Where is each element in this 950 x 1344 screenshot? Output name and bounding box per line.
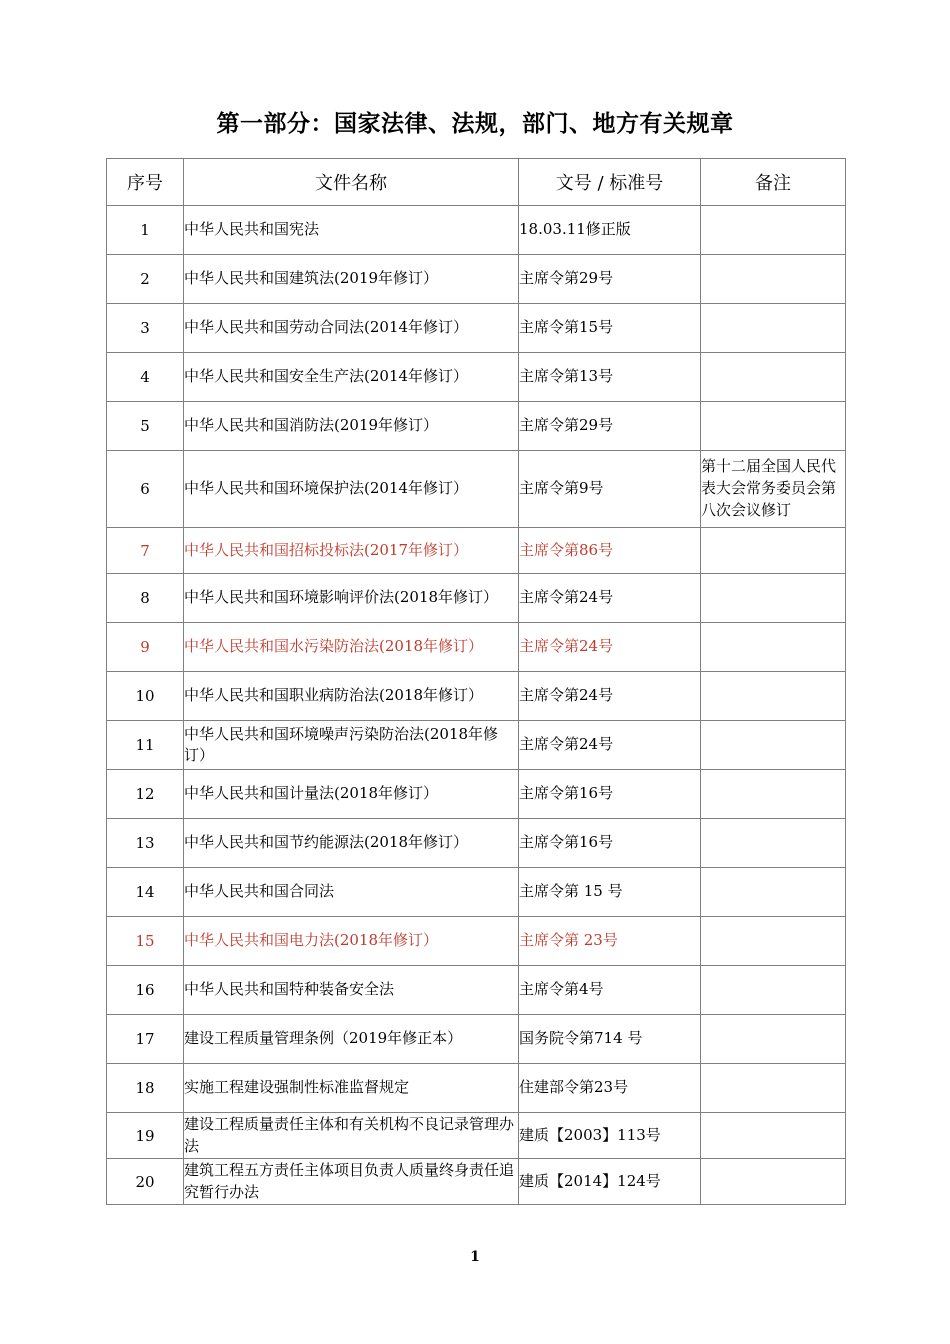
row-remark — [701, 1015, 846, 1064]
row-document-number: 建质【2003】113号 — [519, 1113, 701, 1159]
row-remark — [701, 623, 846, 672]
row-remark — [701, 1064, 846, 1113]
row-document-name: 中华人民共和国环境噪声污染防治法(2018年修订） — [184, 721, 519, 770]
row-index: 9 — [107, 623, 184, 672]
row-remark — [701, 206, 846, 255]
table-row — [107, 1015, 846, 1064]
row-index: 2 — [107, 255, 184, 304]
row-index: 4 — [107, 353, 184, 402]
row-document-name: 中华人民共和国职业病防治法(2018年修订） — [184, 672, 519, 721]
row-document-name: 中华人民共和国消防法(2019年修订） — [184, 402, 519, 451]
row-document-number: 主席令第13号 — [519, 353, 701, 402]
row-document-number: 主席令第86号 — [519, 528, 701, 574]
row-document-number: 18.03.11修正版 — [519, 206, 701, 255]
column-header-number: 文号 / 标准号 — [519, 159, 701, 206]
row-index: 5 — [107, 402, 184, 451]
row-document-number: 主席令第4号 — [519, 966, 701, 1015]
row-document-number: 主席令第24号 — [519, 623, 701, 672]
row-remark — [701, 721, 846, 770]
row-document-name: 建筑工程五方责任主体项目负责人质量终身责任追究暂行办法 — [184, 1159, 519, 1205]
row-document-name: 中华人民共和国电力法(2018年修订） — [184, 917, 519, 966]
row-index: 8 — [107, 574, 184, 623]
row-remark — [701, 917, 846, 966]
row-remark — [701, 574, 846, 623]
table-row — [107, 353, 846, 402]
table-row — [107, 672, 846, 721]
row-remark — [701, 672, 846, 721]
regulations-table — [106, 158, 846, 1205]
row-document-number: 主席令第24号 — [519, 672, 701, 721]
table-row — [107, 819, 846, 868]
page-title: 第一部分：国家法律、法规，部门、地方有关规章 — [216, 110, 734, 137]
page-number: 1 — [470, 1249, 480, 1265]
row-document-number: 主席令第24号 — [519, 721, 701, 770]
row-remark — [701, 402, 846, 451]
row-remark — [701, 966, 846, 1015]
table-body — [107, 206, 846, 1205]
row-document-number: 主席令第 23号 — [519, 917, 701, 966]
row-document-number: 主席令第9号 — [519, 451, 701, 528]
row-remark — [701, 1159, 846, 1205]
row-document-name: 中华人民共和国环境影响评价法(2018年修订） — [184, 574, 519, 623]
row-index: 16 — [107, 966, 184, 1015]
row-document-number: 主席令第29号 — [519, 402, 701, 451]
column-header-remark: 备注 — [701, 159, 846, 206]
table-row — [107, 1159, 846, 1205]
row-document-number: 主席令第 15 号 — [519, 868, 701, 917]
row-document-number: 主席令第24号 — [519, 574, 701, 623]
table-row — [107, 1064, 846, 1113]
column-header-index: 序号 — [107, 159, 184, 206]
row-document-name: 中华人民共和国劳动合同法(2014年修订） — [184, 304, 519, 353]
row-remark — [701, 770, 846, 819]
row-document-name: 中华人民共和国建筑法(2019年修订） — [184, 255, 519, 304]
row-remark — [701, 528, 846, 574]
table-row — [107, 966, 846, 1015]
table-row — [107, 528, 846, 574]
row-remark: 第十二届全国人民代表大会常务委员会第八次会议修订 — [701, 451, 846, 528]
row-index: 6 — [107, 451, 184, 528]
row-document-number: 主席令第16号 — [519, 819, 701, 868]
row-index: 7 — [107, 528, 184, 574]
row-document-name: 中华人民共和国特种装备安全法 — [184, 966, 519, 1015]
table-row — [107, 574, 846, 623]
row-remark — [701, 868, 846, 917]
row-document-name: 建设工程质量责任主体和有关机构不良记录管理办法 — [184, 1113, 519, 1159]
row-remark — [701, 353, 846, 402]
row-document-number: 主席令第15号 — [519, 304, 701, 353]
row-document-name: 中华人民共和国合同法 — [184, 868, 519, 917]
row-index: 18 — [107, 1064, 184, 1113]
table-row — [107, 623, 846, 672]
row-index: 11 — [107, 721, 184, 770]
row-index: 20 — [107, 1159, 184, 1205]
table-header-row — [107, 159, 846, 206]
row-document-name: 中华人民共和国环境保护法(2014年修订） — [184, 451, 519, 528]
row-index: 10 — [107, 672, 184, 721]
row-remark — [701, 304, 846, 353]
row-index: 12 — [107, 770, 184, 819]
table-row — [107, 1113, 846, 1159]
row-document-name: 中华人民共和国招标投标法(2017年修订） — [184, 528, 519, 574]
table-row — [107, 402, 846, 451]
row-document-name: 中华人民共和国安全生产法(2014年修订） — [184, 353, 519, 402]
row-index: 17 — [107, 1015, 184, 1064]
column-header-name: 文件名称 — [184, 159, 519, 206]
row-index: 3 — [107, 304, 184, 353]
table-row — [107, 917, 846, 966]
row-remark — [701, 255, 846, 304]
row-document-number: 建质【2014】124号 — [519, 1159, 701, 1205]
table-row — [107, 206, 846, 255]
row-document-number: 住建部令第23号 — [519, 1064, 701, 1113]
table-row — [107, 721, 846, 770]
table-row — [107, 451, 846, 528]
table-row — [107, 868, 846, 917]
row-document-name: 实施工程建设强制性标准监督规定 — [184, 1064, 519, 1113]
row-document-name: 中华人民共和国计量法(2018年修订） — [184, 770, 519, 819]
row-index: 1 — [107, 206, 184, 255]
row-document-number: 国务院令第714 号 — [519, 1015, 701, 1064]
row-index: 19 — [107, 1113, 184, 1159]
row-remark — [701, 1113, 846, 1159]
row-document-name: 建设工程质量管理条例（2019年修正本） — [184, 1015, 519, 1064]
table-row — [107, 770, 846, 819]
row-document-number: 主席令第29号 — [519, 255, 701, 304]
row-document-number: 主席令第16号 — [519, 770, 701, 819]
row-remark — [701, 819, 846, 868]
row-document-name: 中华人民共和国节约能源法(2018年修订） — [184, 819, 519, 868]
row-index: 13 — [107, 819, 184, 868]
row-index: 14 — [107, 868, 184, 917]
table-row — [107, 255, 846, 304]
table-row — [107, 304, 846, 353]
row-document-name: 中华人民共和国宪法 — [184, 206, 519, 255]
row-document-name: 中华人民共和国水污染防治法(2018年修订） — [184, 623, 519, 672]
table-header — [107, 159, 846, 206]
row-index: 15 — [107, 917, 184, 966]
